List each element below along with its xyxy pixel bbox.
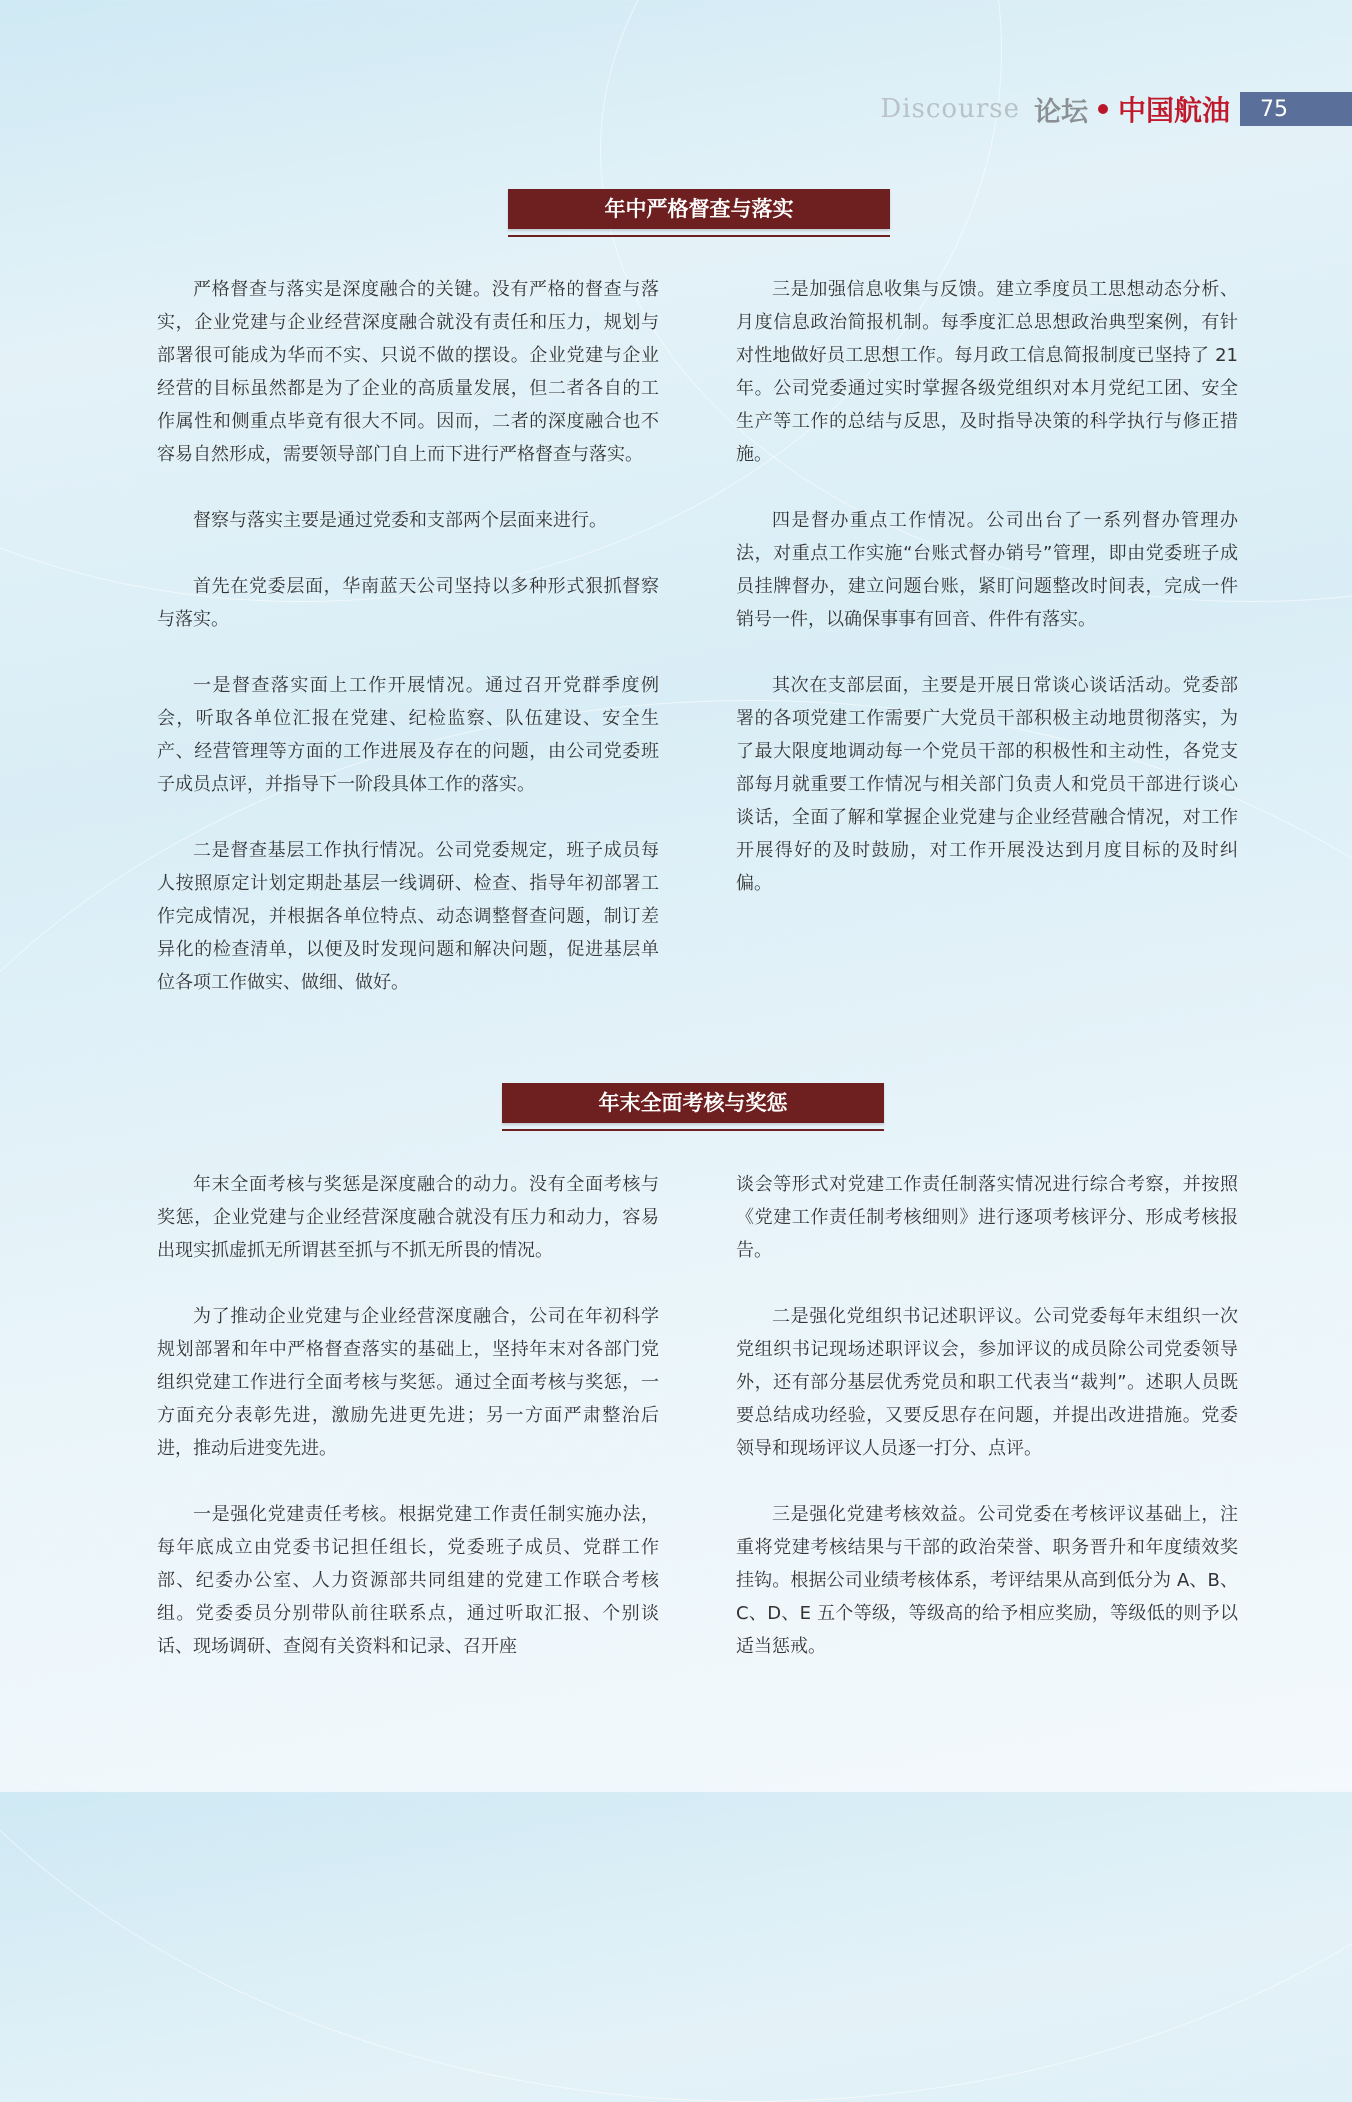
article-column-right: [736, 273, 1238, 933]
page-header: [880, 92, 1352, 126]
paragraph: 四是督办重点工作情况。公司出台了一系列督办管理办法，对重点工作实施“台账式督办销号”管理，即由党委班子成员挂牌督办，建立问题台账，紧盯问题整改时间表，完成一件销号一件，以确保事事有回音、件件有落实。: [736, 510, 1238, 630]
section-title: 年中严格督查与落实: [508, 189, 890, 229]
section-title: 年末全面考核与奖惩: [502, 1083, 884, 1123]
paragraph-continued: 谈会等形式对党建工作责任制落实情况进行综合考察，并按照《党建工作责任制考核细则》进行逐项考核评分、形成考核报告。: [736, 1174, 1238, 1261]
header-discourse: Discourse: [880, 94, 1020, 124]
paragraph: 一是督查落实面上工作开展情况。通过召开党群季度例会，听取各单位汇报在党建、纪检监察、队伍建设、安全生产、经营管理等方面的工作进展及存在的问题，由公司党委班子成员点评，并指导下一阶段具体工作的落实。: [157, 675, 659, 795]
paragraph: 督察与落实主要是通过党委和支部两个层面来进行。: [193, 510, 607, 531]
header-dot-icon: [1098, 104, 1108, 114]
paragraph: 三是加强信息收集与反馈。建立季度员工思想动态分析、月度信息政治简报机制。每季度汇总思想政治典型案例，有针对性地做好员工思想工作。每月政工信息简报制度已坚持了 21 年。公司党委通过实时掌握各级党组织对本月党纪工团、安全生产等工作的总结与反思，及时指导决策的科学执行与修正措施。: [736, 279, 1238, 465]
paragraph: 首先在党委层面，华南蓝天公司坚持以多种形式狠抓督察与落实。: [157, 576, 659, 630]
paragraph: 三是强化党建考核效益。公司党委在考核评议基础上，注重将党建考核结果与干部的政治荣誉、职务晋升和年度绩效奖挂钩。根据公司业绩考核体系，考评结果从高到低分为 A、B、C、D、E 五个等级，等级高的给予相应奖励，等级低的则予以适当惩戒。: [736, 1504, 1238, 1657]
paragraph: 严格督查与落实是深度融合的关键。没有严格的督查与落实，企业党建与企业经营深度融合就没有责任和压力，规划与部署很可能成为华而不实、只说不做的摆设。企业党建与企业经营的目标虽然都是为了企业的高质量发展，但二者各自的工作属性和侧重点毕竟有很大不同。因而，二者的深度融合也不容易自然形成，需要领导部门自上而下进行严格督查与落实。: [157, 279, 659, 465]
paragraph: 为了推动企业党建与企业经营深度融合，公司在年初科学规划部署和年中严格督查落实的基础上，坚持年末对各部门党组织党建工作进行全面考核与奖惩。通过全面考核与奖惩，一方面充分表彰先进，激励先进更先进；另一方面严肃整治后进，推动后进变先进。: [157, 1306, 659, 1459]
page-number: 75: [1240, 92, 1352, 126]
paragraph: 二是督查基层工作执行情况。公司党委规定，班子成员每人按照原定计划定期赴基层一线调研、检查、指导年初部署工作完成情况，并根据各单位特点、动态调整督查问题，制订差异化的检查清单，以便及时发现问题和解决问题，促进基层单位各项工作做实、做细、做好。: [157, 840, 659, 993]
paragraph: 二是强化党组织书记述职评议。公司党委每年末组织一次党组织书记现场述职评议会，参加评议的成员除公司党委领导外，还有部分基层优秀党员和职工代表当“裁判”。述职人员既要总结成功经验，又要反思存在问题，并提出改进措施。党委领导和现场评议人员逐一打分、点评。: [736, 1306, 1238, 1459]
article-column-right: [736, 1168, 1238, 1696]
header-brand: 中国航油: [1117, 94, 1230, 127]
header-section-name: 论坛: [1033, 96, 1088, 128]
paragraph: 一是强化党建责任考核。根据党建工作责任制实施办法，每年底成立由党委书记担任组长，党委班子成员、党群工作部、纪委办公室、人力资源部共同组建的党建工作联合考核组。党委委员分别带队前往联系点，通过听取汇报、个别谈话、现场调研、查阅有关资料和记录、召开座: [157, 1504, 659, 1657]
article-column-left: [157, 273, 659, 1032]
article-column-left: [157, 1168, 659, 1696]
paragraph: 其次在支部层面，主要是开展日常谈心谈话活动。党委部署的各项党建工作需要广大党员干部积极主动地贯彻落实，为了最大限度地调动每一个党员干部的积极性和主动性，各党支部每月就重要工作情况与相关部门负责人和党员干部进行谈心谈话，全面了解和掌握企业党建与企业经营融合情况，对工作开展得好的及时鼓励，对工作开展没达到月度目标的及时纠偏。: [736, 675, 1238, 894]
paragraph: 年末全面考核与奖惩是深度融合的动力。没有全面考核与奖惩，企业党建与企业经营深度融合就没有压力和动力，容易出现实抓虚抓无所谓甚至抓与不抓无所畏的情况。: [157, 1174, 659, 1261]
